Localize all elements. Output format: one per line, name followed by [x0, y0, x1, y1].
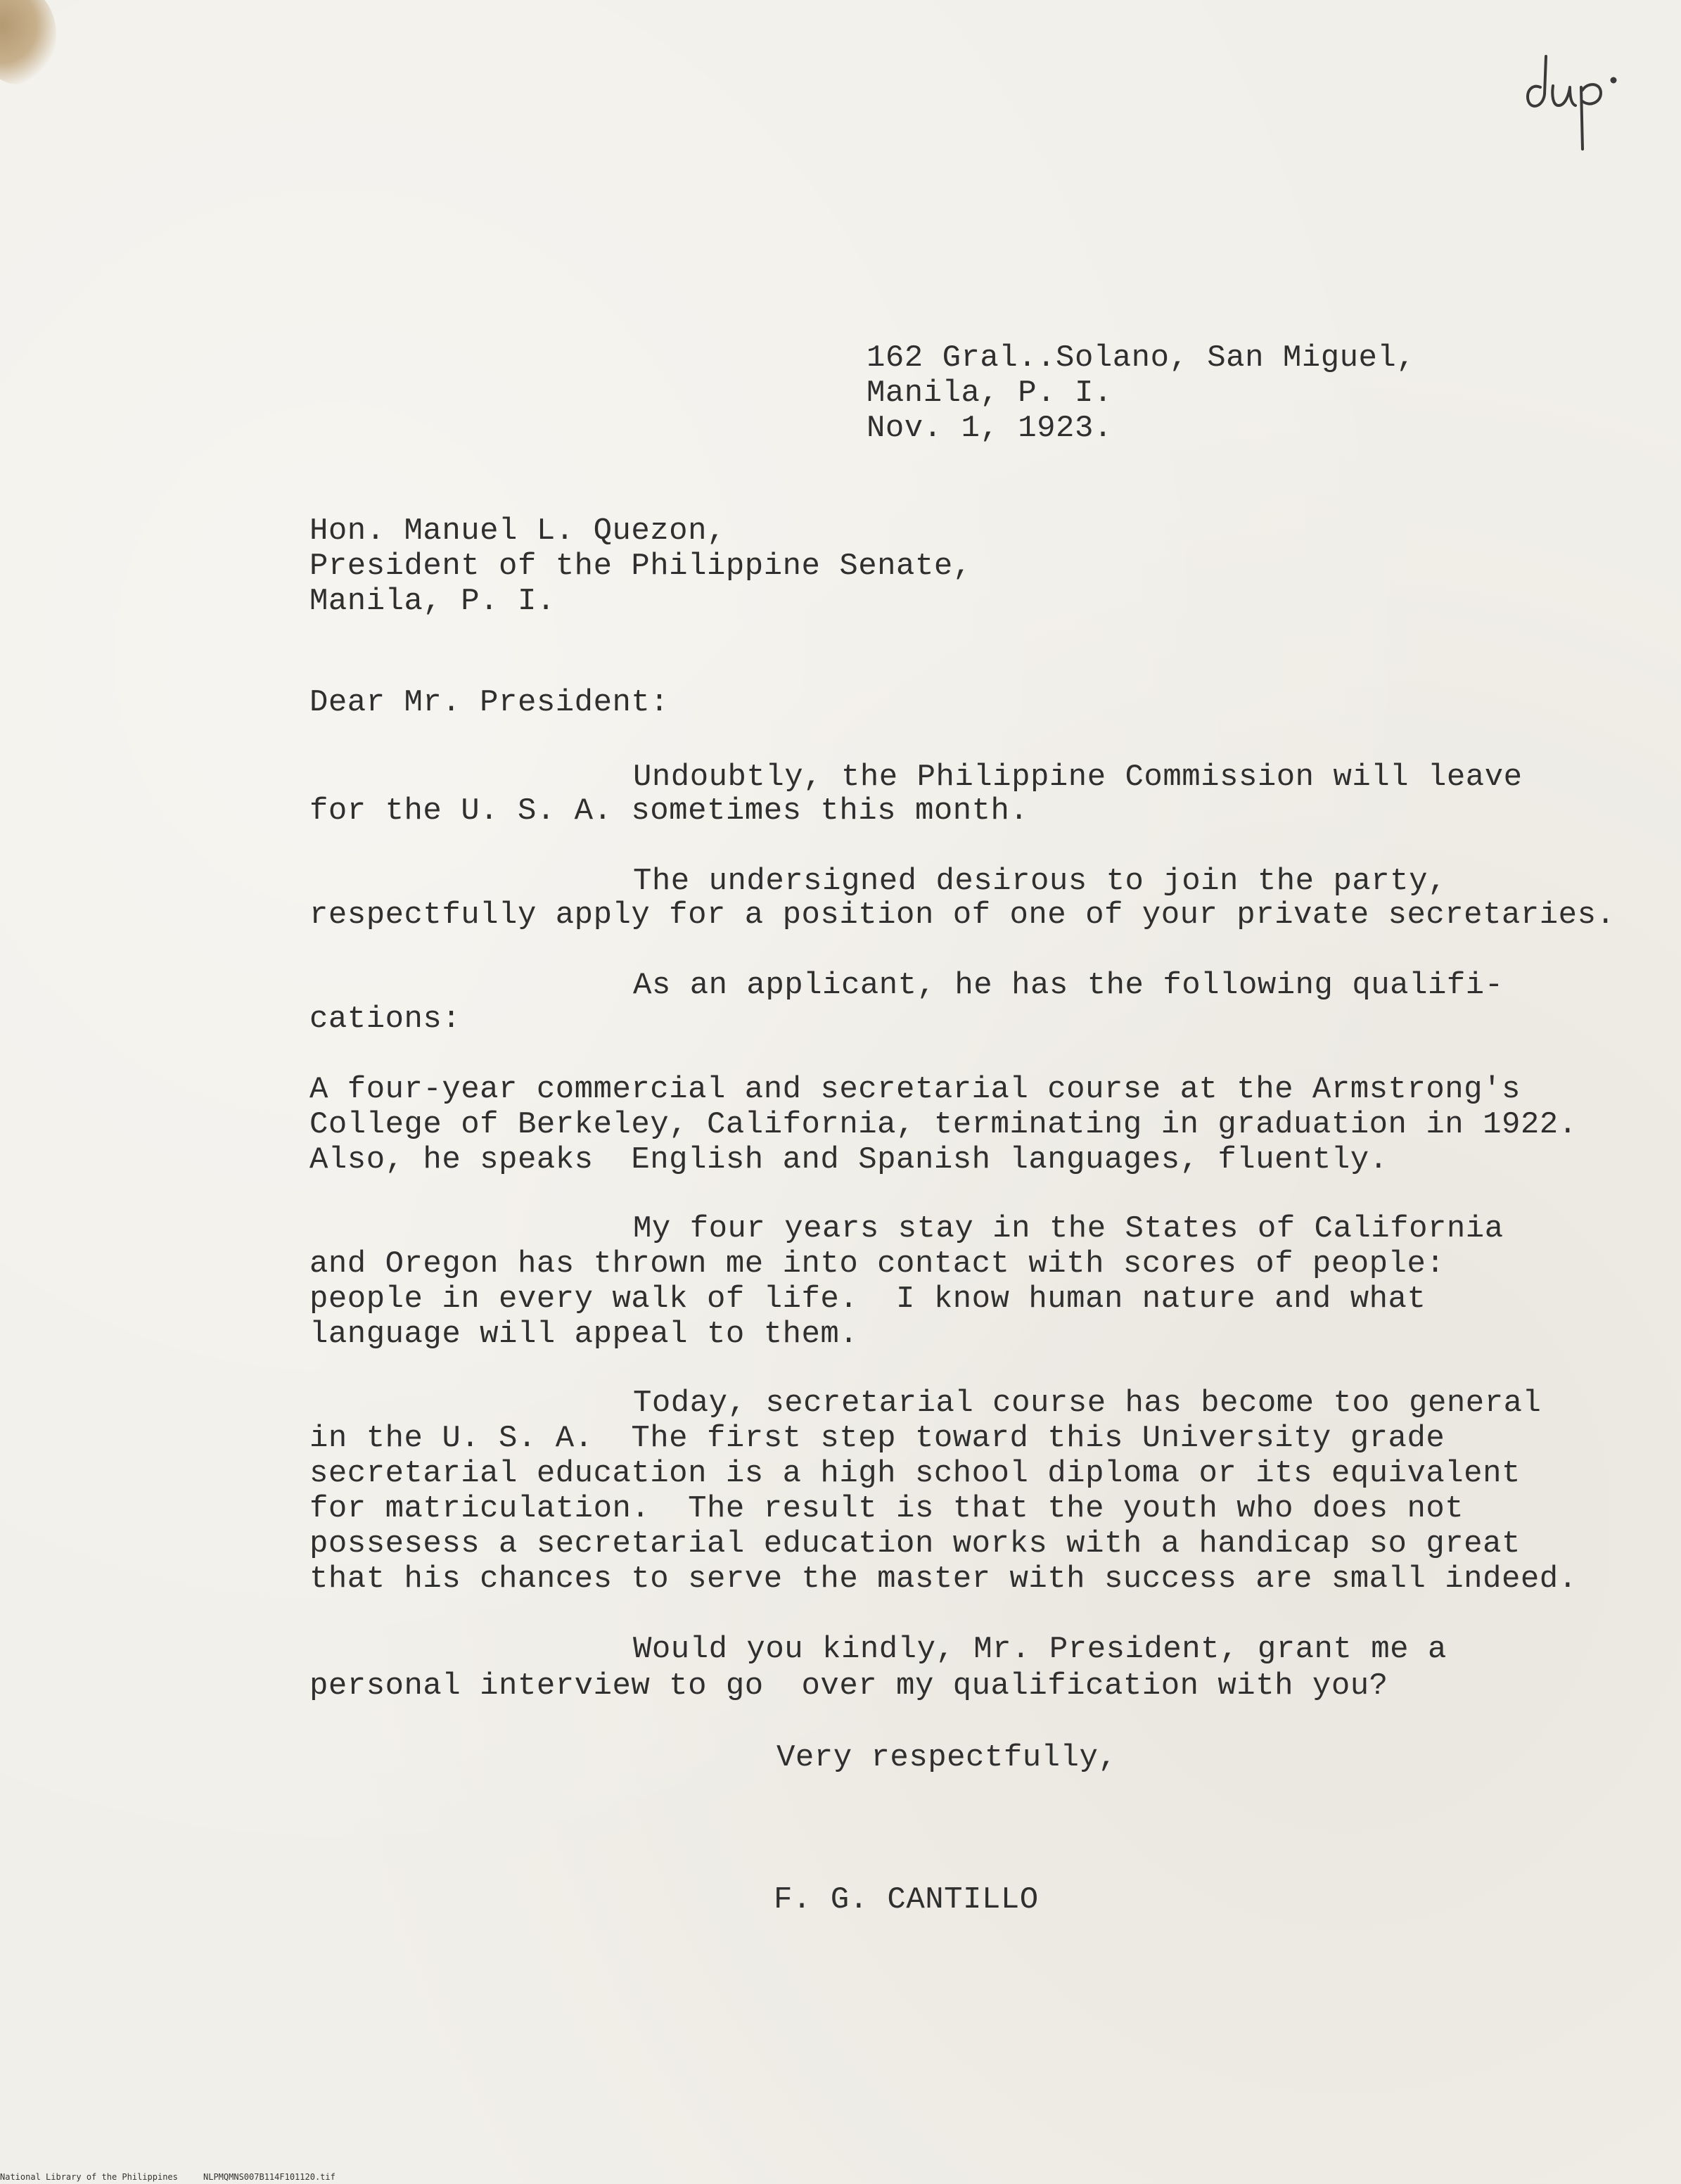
- salutation: Dear Mr. President:: [309, 685, 670, 720]
- recipient-line-3: Manila, P. I.: [309, 584, 556, 619]
- body-line: language will appeal to them.: [309, 1317, 859, 1352]
- body-line: My four years stay in the States of California: [633, 1211, 1504, 1246]
- body-line: for the U. S. A. sometimes this month.: [309, 793, 1029, 829]
- handwritten-annotation: [1519, 51, 1625, 156]
- body-line: Also, he speaks English and Spanish languages, fluently.: [309, 1142, 1388, 1177]
- recipient-line-2: President of the Philippine Senate,: [309, 549, 972, 584]
- closing: Very respectfully,: [776, 1740, 1118, 1775]
- body-line: As an applicant, he has the following qualifi-: [633, 968, 1504, 1003]
- body-line: College of Berkeley, California, terminating in graduation in 1922.: [309, 1107, 1578, 1142]
- body-line: Would you kindly, Mr. President, grant me a: [633, 1632, 1447, 1667]
- body-line: respectfully apply for a position of one of your private secretaries.: [309, 898, 1616, 933]
- body-line: possesess a secretarial education works with a handicap so great: [309, 1526, 1521, 1562]
- body-line: and Oregon has thrown me into contact with scores of people:: [309, 1246, 1445, 1282]
- archive-file: NLPMQMNS007B114F101120.tif: [203, 2172, 335, 2182]
- body-line: secretarial education is a high school diploma or its equivalent: [309, 1456, 1521, 1491]
- body-line: A four-year commercial and secretarial course at the Armstrong's: [309, 1072, 1521, 1107]
- body-line: Undoubtly, the Philippine Commission will leave: [633, 760, 1523, 795]
- signature-name: F. G. CANTILLO: [774, 1882, 1039, 1917]
- body-line: in the U. S. A. The first step toward this University grade: [309, 1421, 1445, 1456]
- corner-stain: [0, 0, 56, 84]
- body-line: Today, secretarial course has become too general: [633, 1386, 1542, 1421]
- body-line: personal interview to go over my qualification with you?: [309, 1668, 1388, 1704]
- letter-date: Nov. 1, 1923.: [867, 411, 1113, 446]
- recipient-line-1: Hon. Manuel L. Quezon,: [309, 513, 726, 549]
- body-line: cations:: [309, 1002, 461, 1037]
- archive-footer: [0, 2172, 335, 2182]
- body-line: that his chances to serve the master with success are small indeed.: [309, 1562, 1578, 1597]
- address-line-2: Manila, P. I.: [867, 376, 1113, 411]
- body-line: people in every walk of life. I know human nature and what: [309, 1282, 1426, 1317]
- body-line: The undersigned desirous to join the party,: [633, 864, 1447, 899]
- address-line-1: 162 Gral..Solano, San Miguel,: [867, 340, 1416, 376]
- archive-source: National Library of the Philippines: [0, 2172, 178, 2182]
- body-line: for matriculation. The result is that the youth who does not: [309, 1491, 1464, 1526]
